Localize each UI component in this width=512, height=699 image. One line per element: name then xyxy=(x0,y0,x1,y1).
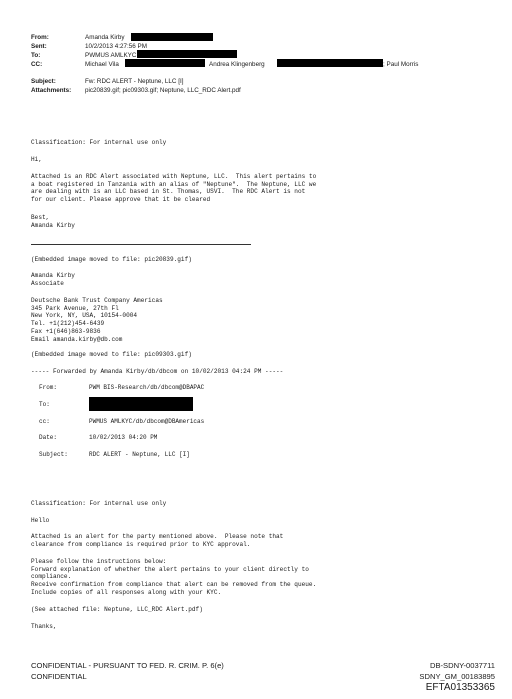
classification-text: Classification: For internal use only xyxy=(31,139,167,146)
forwarded-from-label: From: xyxy=(39,384,58,391)
from-value: Amanda Kirby xyxy=(85,34,125,41)
forwarded-from-value: PWM BIS-Research/db/dbcom@DBAPAC xyxy=(89,384,205,391)
subject-label: Subject: xyxy=(31,78,56,85)
embedded-image-note: (Embedded image moved to file: pic20839.gif) xyxy=(31,256,192,263)
classification-text: Classification: For internal use only xyxy=(31,500,167,507)
bates-number-2: SDNY_GM_00183895 xyxy=(419,672,495,681)
bates-number-1: DB-SDNY-0037711 xyxy=(429,661,495,670)
forwarded-by-line: ----- Forwarded by Amanda Kirby/db/dbcom on 10/02/2013 04:24 PM ----- xyxy=(31,368,284,375)
cc-value-2: Andrea Klingenberg xyxy=(209,61,265,68)
attachments-row xyxy=(31,86,501,95)
greeting-text: Hi, xyxy=(31,156,42,163)
redaction-bar xyxy=(277,59,383,67)
from-row xyxy=(31,33,501,42)
greeting-text: Hello xyxy=(31,517,50,524)
redaction-bar xyxy=(131,33,213,41)
sent-label: Sent: xyxy=(31,43,47,50)
subject-row xyxy=(31,77,501,86)
from-label: From: xyxy=(31,34,49,41)
thanks-text: Thanks, xyxy=(31,623,57,630)
attachments-value: pic20839.gif; pic09303.gif; Neptune, LLC_RDC Alert.pdf xyxy=(85,87,241,94)
signature-block: Amanda Kirby Associate xyxy=(31,272,75,287)
forwarded-cc-label: cc: xyxy=(39,418,50,425)
address-block: Deutsche Bank Trust Company Americas 345 Park Avenue, 27th Fl New York, NY, USA, 10154-0004 Tel. +1(212)454-6439 Fax +1(646)863-9836 Email amanda.kirby@db.com xyxy=(31,297,163,343)
forwarded-date-value: 10/02/2013 04:20 PM xyxy=(89,434,158,441)
confidential-label: CONFIDENTIAL xyxy=(31,672,87,681)
embedded-image-note: (Embedded image moved to file: pic09303.gif) xyxy=(31,351,192,358)
subject-value: Fw: RDC ALERT - Neptune, LLC [I] xyxy=(85,78,184,85)
attached-file-note: (See attached file: Neptune, LLC_RDC Alert.pdf) xyxy=(31,606,203,613)
redaction-bar xyxy=(89,397,193,411)
redaction-bar xyxy=(125,59,205,67)
to-row xyxy=(31,51,501,60)
forwarded-to-label: To: xyxy=(39,401,50,408)
to-value: PWMUS AMLKYC xyxy=(85,52,137,59)
redaction-bar xyxy=(137,50,237,58)
sent-row xyxy=(31,42,501,51)
forwarded-cc-value: PWMUS AMLKYC/db/dbcom@DBAmericas xyxy=(89,418,205,425)
cc-row xyxy=(31,60,501,69)
signoff-text: Best, Amanda Kirby xyxy=(31,214,75,229)
message-paragraph: Attached is an RDC Alert associated with Neptune, LLC. This alert pertains to a boat registered in Tanzania with an alias of "Neptune". The Neptune, LLC we are dealing with is an LLC based in St. Thomas, USVI. The RDC Alert is not for our client. Please approve that it be cleared xyxy=(31,173,317,204)
instructions-block: Please follow the instructions below: Forward explanation of whether the alert pertains to your client directly to compliance. Receive confirmation from compliance that alert can be removed from the queue. Include copies of all responses along with your KYC. xyxy=(31,558,317,596)
attachments-label: Attachments: xyxy=(31,87,72,94)
message-paragraph: Attached is an alert for the party mentioned above. Please note that clearance from compliance is required prior to KYC approval. xyxy=(31,533,284,548)
forwarded-subject-value: RDC ALERT - Neptune, LLC [I] xyxy=(89,451,190,458)
forwarded-subject-label: Subject: xyxy=(39,451,68,458)
sent-value: 10/2/2013 4:27:56 PM xyxy=(85,43,147,50)
forwarded-date-label: Date: xyxy=(39,434,58,441)
efta-number: EFTA01353365 xyxy=(425,682,495,693)
cc-value-3: ; Paul Morris xyxy=(383,61,419,68)
forwarded-subject-row xyxy=(39,451,190,479)
confidential-notice: CONFIDENTIAL - PURSUANT TO FED. R. CRIM. P. 6(e) xyxy=(31,661,224,670)
to-label: To: xyxy=(31,52,41,59)
cc-label: CC: xyxy=(31,61,43,68)
cc-value-1: Michael Vila xyxy=(85,61,119,68)
divider-line xyxy=(31,244,251,245)
email-header xyxy=(31,33,501,95)
